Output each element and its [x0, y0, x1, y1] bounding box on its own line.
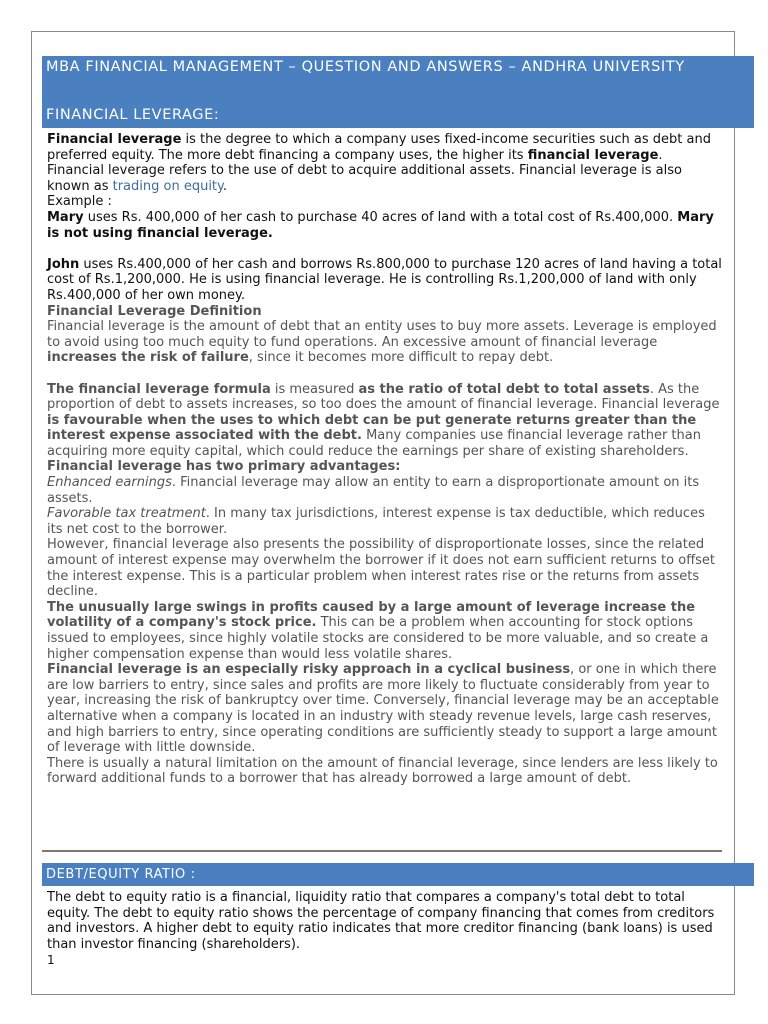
- paragraph-formula: [47, 382, 722, 460]
- page-number: 1: [47, 953, 55, 967]
- bold-term: Mary: [47, 209, 84, 225]
- bold-term: is favourable when the uses to which debt can be put generate returns greater than the interest expense associated with the debt.: [47, 412, 697, 444]
- text: This can be a problem when accounting for stock options issued to employees, since highly volatile stocks are considered to be more valuable, and so create a higher compensation expense than would less volatile shares.: [47, 615, 709, 662]
- text: .: [658, 147, 663, 163]
- italic-term: Favorable tax treatment: [47, 506, 206, 522]
- paragraph-definition: [47, 132, 722, 163]
- paragraph-limitation: There is usually a natural limitation on the amount of financial leverage, since lenders are less likely to forward additional funds to a borrower that has already borrowed a large amount of debt.: [47, 755, 718, 787]
- trading-on-equity-link[interactable]: trading on equity: [112, 178, 223, 194]
- subheading: Financial Leverage Definition: [47, 303, 262, 319]
- advantage-2: [47, 506, 722, 537]
- paragraph-swings: [47, 600, 722, 662]
- text: , or one in which there are low barriers to entry, since sales and profits are more likely to fluctuate considerably from year to year, increasing the risk of bankruptcy over time. Conversely, financial leverage may be an acceptable alternative when a company is located in an industry with steady revenue levels, large cash reserves, and high barriers to entry, since operating conditions are sufficiently steady to support a large amount of leverage with little downside.: [47, 662, 719, 756]
- text: .: [222, 178, 228, 194]
- bold-term: increases the risk of failure: [47, 350, 249, 366]
- document-title: MBA FINANCIAL MANAGEMENT – QUESTION AND ANSWERS – ANDHRA UNIVERSITY: [46, 59, 685, 75]
- text: . As the proportion of debt to assets increases, so too does the amount of financial leverage. Financial leverage: [47, 381, 720, 413]
- divider: [42, 850, 722, 852]
- header-banner: [42, 56, 754, 128]
- bold-term: financial leverage: [527, 147, 659, 163]
- text: Financial leverage refers to the use of debt to acquire additional assets. Financial leverage is also known as: [47, 163, 682, 194]
- example-label: Example :: [47, 194, 112, 210]
- paragraph-leverage-definition: [47, 319, 722, 366]
- advantage-1: [47, 475, 722, 506]
- debt-equity-heading: DEBT/EQUITY RATIO :: [42, 863, 754, 886]
- section-body: [47, 132, 722, 787]
- subheading-definition: [47, 304, 722, 320]
- text: Many companies use financial leverage rather than acquiring more equity capital, which could reduce the earnings per share of existing shareholders.: [47, 428, 701, 459]
- bold-term: The unusually large swings in profits caused by a large amount of leverage increase the volatility of a company's stock price.: [47, 599, 696, 631]
- text: . Financial leverage may allow an entity to earn a disproportionate amount on its assets.: [47, 475, 700, 506]
- paragraph-cyclical: [47, 662, 722, 756]
- text: . In many tax jurisdictions, interest expense is tax deductible, which reduces its net cost to the borrower.: [47, 506, 705, 537]
- bold-term: Financial leverage is an especially risky approach in a cyclical business: [47, 662, 571, 678]
- text: Financial leverage is the amount of debt that an entity uses to buy more assets. Leverage is employed to avoid using too much equity to fund operations. An excessive amount of financial leverage: [47, 319, 717, 350]
- bold-term: John: [47, 256, 80, 272]
- debt-equity-body: The debt to equity ratio is a financial, liquidity ratio that compares a company's total debt to total equity. The debt to equity ratio shows the percentage of company financing that comes from creditors and investors. A higher debt to equity ratio indicates that more creditor financing (bank loans) is used than investor financing (shareholders).: [47, 890, 715, 952]
- section-heading: FINANCIAL LEVERAGE:: [46, 107, 220, 123]
- text: is the degree to which a company uses fixed-income securities such as debt and preferred equity. The more debt financing a company uses, the higher its: [47, 132, 711, 163]
- bold-term: Mary is not using financial leverage.: [47, 209, 714, 241]
- text: uses Rs.400,000 of her cash and borrows Rs.800,000 to purchase 120 acres of land having a total cost of Rs.1,200,000. He is using financial leverage. He is controlling Rs.1,200,000 of land with only Rs.400,000 of her own money.: [47, 256, 722, 303]
- paragraph-mary: [47, 210, 722, 241]
- paragraph-refers: [47, 163, 722, 194]
- paragraph-however: However, financial leverage also presents the possibility of disproportionate losses, since the related amount of interest expense may overwhelm the borrower if it does not earn sufficient returns to offset the interest expense. This is a particular problem when interest rates rise or the returns from assets decline.: [47, 537, 716, 600]
- bold-term: as the ratio of total debt to total assets: [358, 381, 650, 397]
- paragraph-john: [47, 257, 722, 304]
- bold-term: Financial leverage: [47, 132, 182, 147]
- italic-term: Enhanced earnings: [47, 475, 172, 491]
- bold-term: The financial leverage formula: [47, 381, 271, 397]
- text: is measured: [270, 381, 359, 397]
- subheading: Financial leverage has two primary advantages:: [47, 459, 401, 475]
- text: , since it becomes more difficult to repay debt.: [248, 350, 554, 366]
- subheading-advantages: [47, 459, 722, 475]
- text: uses Rs. 400,000 of her cash to purchase 40 acres of land with a total cost of Rs.400,000.: [83, 209, 678, 225]
